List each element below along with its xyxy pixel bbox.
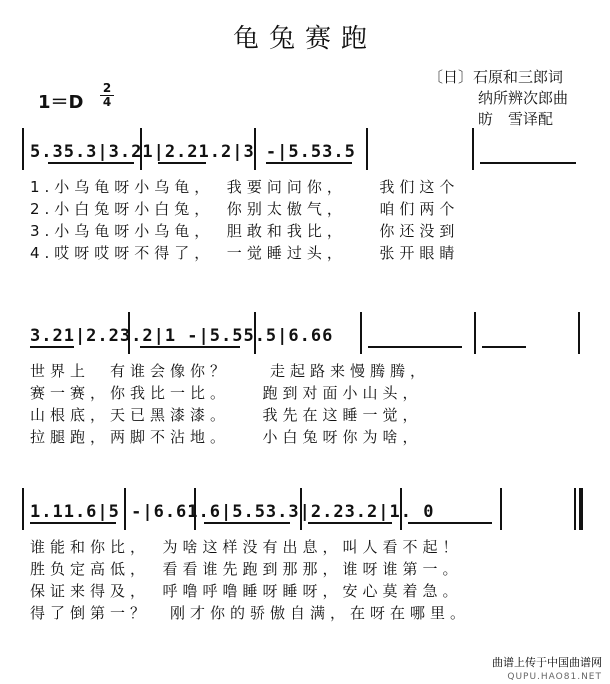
composer-credit: 纳所辨次郎曲	[478, 89, 569, 107]
beam	[368, 346, 462, 348]
lyric-verse-4: 拉腿跑，两脚不沾地。 小白兔呀你为啥，	[30, 428, 423, 446]
barline	[22, 128, 24, 170]
beam	[140, 346, 240, 348]
barline	[578, 312, 580, 354]
beam	[48, 162, 134, 164]
barline	[500, 488, 502, 530]
barline	[474, 312, 476, 354]
key-signature: 1＝D	[38, 92, 84, 113]
notation-line-1: 5.35.3|3.21|2.21.2|3 -|5.53.5	[30, 142, 356, 162]
lyric-verse-4: 得了倒第一？ 刚才你的骄傲自满，在呀在哪里。	[30, 604, 471, 622]
beam	[480, 162, 576, 164]
song-title: 龟兔赛跑	[232, 24, 377, 54]
barline	[472, 128, 474, 170]
footer-watermark: 曲谱上传于中国曲谱网	[492, 656, 602, 669]
lyric-verse-3: 3.小乌龟呀小乌龟， 胆敢和我比， 你还没到	[30, 222, 460, 240]
beam	[482, 346, 526, 348]
lyric-verse-2: 胜负定高低， 看看谁先跑到那那，谁呀谁第一。	[30, 560, 463, 578]
lyric-verse-4: 4.哎呀哎呀不得了， 一觉睡过头， 张开眼睛	[30, 244, 460, 262]
notation-line-2: 3.21|2.23.2|1 -|5.55.5|6.66	[30, 326, 334, 346]
time-signature-top: 2	[102, 81, 112, 95]
beam	[30, 346, 74, 348]
final-barline-thick	[579, 488, 583, 530]
time-signature-bottom: 4	[102, 95, 112, 109]
barline	[366, 128, 368, 170]
final-barline	[574, 488, 576, 530]
lyric-verse-1: 1.小乌龟呀小乌龟， 我要问问你， 我们这个	[30, 178, 460, 196]
beam	[308, 522, 392, 524]
beam	[408, 522, 492, 524]
barline	[360, 312, 362, 354]
beam	[204, 522, 290, 524]
barline	[22, 488, 24, 530]
lyric-verse-3: 山根底，天已黑漆漆。 我先在这睡一觉，	[30, 406, 423, 424]
time-signature	[100, 82, 114, 109]
lyric-verse-2: 2.小白兔呀小白兔， 你别太傲气， 咱们两个	[30, 200, 460, 218]
notation-line-3: 1.11.6|5 -|6.61.6|5.53.3|2.23.2|1. 0	[30, 502, 435, 522]
lyric-verse-2: 赛一赛，你我比一比。 跑到对面小山头，	[30, 384, 423, 402]
lyric-verse-1: 谁能和你比， 为啥这样没有出息，叫人看不起！	[30, 538, 463, 556]
beam	[158, 162, 206, 164]
lyric-verse-3: 保证来得及， 呼噜呼噜睡呀睡呀，安心莫着急。	[30, 582, 463, 600]
lyricist-credit: 〔日〕石原和三郎词	[428, 68, 564, 86]
footer-url: QUPU.HAO81.NET	[507, 672, 602, 682]
beam	[30, 522, 116, 524]
beam	[266, 162, 352, 164]
lyric-verse-1: 世界上 有谁会像你？ 走起路来慢腾腾，	[30, 362, 431, 380]
arranger-credit: 昉 雪译配	[478, 110, 554, 128]
